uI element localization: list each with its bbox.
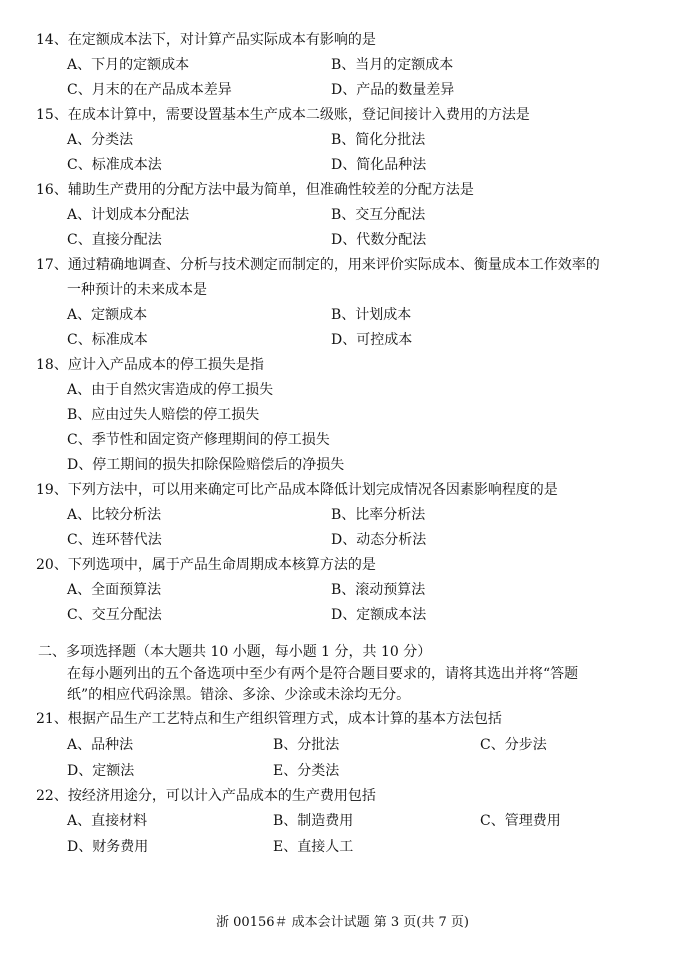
question-18-stem: 18、应计入产品成本的停工损失是指 xyxy=(36,357,264,373)
question-18-option-c: C、季节性和固定资产修理期间的停工损失 xyxy=(67,432,330,448)
question-17-option-a: A、定额成本 xyxy=(67,307,148,323)
question-14-stem: 14、在定额成本法下，对计算产品实际成本有影响的是 xyxy=(36,32,376,48)
question-22-option-e: E、直接人工 xyxy=(273,839,354,855)
question-22-option-d: D、财务费用 xyxy=(67,839,149,855)
question-19-option-b: B、比率分析法 xyxy=(331,507,426,523)
question-19-option-a: A、比较分析法 xyxy=(67,507,162,523)
question-17-stem-continued: 一种预计的未来成本是 xyxy=(67,282,207,298)
question-21-option-c: C、分步法 xyxy=(480,737,547,753)
question-17-option-b: B、计划成本 xyxy=(331,307,412,323)
question-14-option-d: D、产品的数量差异 xyxy=(331,82,455,98)
question-17-option-d: D、可控成本 xyxy=(331,332,413,348)
question-19-option-d: D、动态分析法 xyxy=(331,532,427,548)
question-20-option-c: C、交互分配法 xyxy=(67,607,162,623)
question-15-option-a: A、分类法 xyxy=(67,132,134,148)
question-22-option-c: C、管理费用 xyxy=(480,813,561,829)
question-20-option-b: B、滚动预算法 xyxy=(331,582,426,598)
question-17-option-c: C、标准成本 xyxy=(67,332,148,348)
question-15-stem: 15、在成本计算中，需要设置基本生产成本二级账，登记间接计入费用的方法是 xyxy=(36,107,530,123)
question-19-stem: 19、下列方法中，可以用来确定可比产品成本降低计划完成情况各因素影响程度的是 xyxy=(36,482,558,498)
question-14-option-c: C、月末的在产品成本差异 xyxy=(67,82,232,98)
question-16-option-a: A、计划成本分配法 xyxy=(67,207,190,223)
question-16-option-c: C、直接分配法 xyxy=(67,232,162,248)
question-18-option-b: B、应由过失人赔偿的停工损失 xyxy=(67,407,260,423)
question-21-option-e: E、分类法 xyxy=(273,763,340,779)
question-20-option-d: D、定额成本法 xyxy=(331,607,427,623)
question-15-option-c: C、标准成本法 xyxy=(67,157,162,173)
question-16-option-d: D、代数分配法 xyxy=(331,232,427,248)
section-2-instructions-line-1: 在每小题列出的五个备选项中至少有两个是符合题目要求的，请将其选出并将“答题 xyxy=(67,666,579,682)
section-2-instructions-line-2: 纸”的相应代码涂黑。错涂、多涂、少涂或未涂均无分。 xyxy=(67,687,411,703)
question-18-option-d: D、停工期间的损失扣除保险赔偿后的净损失 xyxy=(67,457,345,473)
question-21-option-b: B、分批法 xyxy=(273,737,340,753)
question-19-option-c: C、连环替代法 xyxy=(67,532,162,548)
question-16-option-b: B、交互分配法 xyxy=(331,207,426,223)
question-21-option-d: D、定额法 xyxy=(67,763,135,779)
question-15-option-d: D、简化品种法 xyxy=(331,157,427,173)
question-20-stem: 20、下列选项中，属于产品生命周期成本核算方法的是 xyxy=(36,557,376,573)
question-21-stem: 21、根据产品生产工艺特点和生产组织管理方式，成本计算的基本方法包括 xyxy=(36,711,502,727)
question-21-option-a: A、品种法 xyxy=(67,737,134,753)
question-22-option-b: B、制造费用 xyxy=(273,813,354,829)
question-15-option-b: B、简化分批法 xyxy=(331,132,426,148)
question-14-option-b: B、当月的定额成本 xyxy=(331,57,454,73)
question-20-option-a: A、全面预算法 xyxy=(67,582,162,598)
question-16-stem: 16、辅助生产费用的分配方法中最为简单，但准确性较差的分配方法是 xyxy=(36,182,474,198)
question-18-option-a: A、由于自然灾害造成的停工损失 xyxy=(67,382,274,398)
section-2-title: 二、多项选择题（本大题共 10 小题，每小题 1 分，共 10 分） xyxy=(38,644,432,660)
page-footer: 浙 00156＃ 成本会计试题 第 3 页(共 7 页) xyxy=(216,915,469,930)
question-17-stem: 17、通过精确地调查、分析与技术测定而制定的，用来评价实际成本、衡量成本工作效率的 xyxy=(36,257,600,273)
question-22-option-a: A、直接材料 xyxy=(67,813,148,829)
question-14-option-a: A、下月的定额成本 xyxy=(67,57,190,73)
question-22-stem: 22、按经济用途分，可以计入产品成本的生产费用包括 xyxy=(36,788,376,804)
